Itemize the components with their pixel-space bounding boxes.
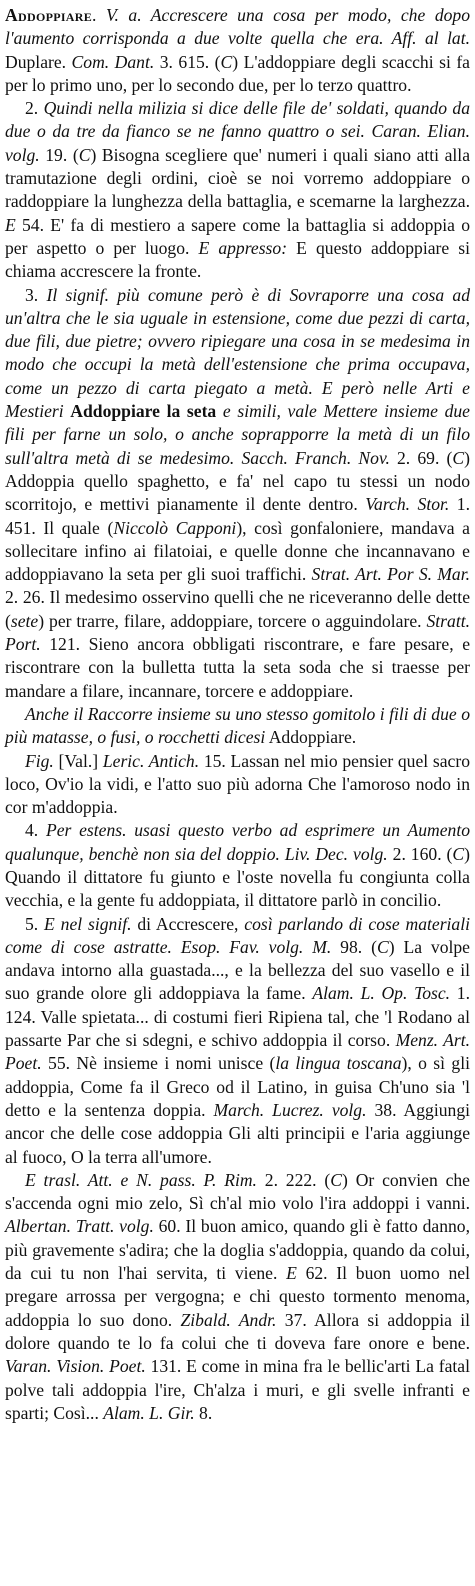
body-text: 38. Aggiungi ancor che delle cose addoppia Gli alti principii e l'aria aggiunge al fuoco, O la terra all'umore. bbox=[5, 1099, 470, 1167]
italic-text: la lingua toscana bbox=[275, 1053, 402, 1074]
body-text: ) Addoppia quello spaghetto, e fa' nel capo tu stessi un nodo scorritojo, e mettivi pianamente il dente dentro. bbox=[5, 447, 470, 515]
entry-paragraph bbox=[5, 4, 470, 97]
body-text: ), così gonfaloniere, mandava a sollecitare infino ai filatoiai, e quelle donne che incannavano e addoppiavano la seta per gli suoi traffichi. bbox=[5, 517, 470, 585]
body-text: 8. bbox=[194, 1402, 213, 1423]
body-text: 98. ( bbox=[331, 936, 377, 957]
body-text: ) Bisogna scegliere que' numeri i quali siano atti alla tramutazione degli ordini, cioè se noi vorremo addoppiare o raddoppiare la lunghezza della battaglia, e scemarne la larghezza. bbox=[5, 144, 471, 212]
entry-paragraph bbox=[5, 284, 470, 703]
body-text: . bbox=[92, 5, 106, 25]
body-text: ) per trarre, filare, addoppiare, torcere o agguindolare. bbox=[38, 610, 427, 631]
italic-text: Albertan. Tratt. volg. bbox=[5, 1216, 154, 1237]
body-text: [Val.] bbox=[53, 750, 103, 771]
body-text bbox=[216, 401, 223, 421]
italic-text: Strat. Art. Por S. Mar. bbox=[311, 564, 470, 585]
body-text: di Accrescere, bbox=[131, 913, 245, 934]
body-text: 121. Sieno ancora obbligati riscontrare, e fare pesare, e riscontrare con la bulletta tutta la seta soda che si traesse per mandare a filare, incannare, torcere e addoppiare. bbox=[5, 634, 470, 701]
italic-text: Menz. Art. Poet. bbox=[5, 1030, 470, 1074]
body-text: 1. 451. Il quale ( bbox=[5, 494, 471, 538]
body-text: ), o sì gli addoppia, Come fa il Greco od il Latino, in guisa Ch'uno sia 'l detto e la sentenza doppia. bbox=[5, 1053, 470, 1120]
italic-text: Alam. L. Gir. bbox=[103, 1402, 195, 1423]
italic-text: Anche il Raccorre insieme su uno stesso gomitolo i fili di due o più matasse, o fusi, o rocchetti dicesi bbox=[5, 703, 470, 748]
italic-text: sete bbox=[10, 610, 39, 631]
italic-text: E bbox=[5, 214, 16, 235]
body-text: ) L'addoppiare degli scacchi si fa per lo primo uno, per lo secondo due, per lo terzo quattro. bbox=[5, 51, 470, 95]
italic-text: C bbox=[452, 843, 465, 864]
body-text: 4. bbox=[25, 820, 46, 841]
italic-text: March. Lucrez. volg. bbox=[213, 1099, 367, 1120]
italic-text: C bbox=[78, 144, 91, 165]
italic-text: Niccolò Capponi bbox=[113, 517, 237, 538]
body-text: 2. 160. ( bbox=[387, 843, 453, 864]
italic-text: E trasl. Att. e N. pass. P. Rim. bbox=[25, 1169, 257, 1190]
italic-text: Com. Dant. bbox=[71, 51, 155, 72]
body-text: 3. bbox=[25, 284, 47, 305]
entry-paragraph bbox=[5, 703, 470, 750]
italic-text: Varan. Vision. Poet. bbox=[5, 1356, 146, 1377]
italic-text: Stratt. Port. bbox=[5, 610, 470, 655]
italic-text: E bbox=[286, 1263, 297, 1284]
italic-text: così parlando di cose materiali come di cose astratte. Esop. Fav. volg. M. bbox=[5, 913, 471, 957]
italic-text: Zibald. Andr. bbox=[180, 1309, 277, 1330]
italic-text: Alam. L. Op. Tosc. bbox=[312, 983, 451, 1004]
body-text: 2. 222. ( bbox=[256, 1169, 331, 1190]
body-text: 60. Il buon amico, quando gli è fatto danno, più gravemente s'adira; che la doglia s'addoppia, quando da colui, da cui tu non l'hai servita, ti viene. bbox=[5, 1216, 470, 1284]
body-text: Duplare. bbox=[5, 51, 72, 72]
italic-text: Il signif. più comune però è di Sovraporre una cosa ad un'altra che le sia uguale in estensione, come due pezzi di carta, due fili, due pietre; ovvero ripiegare una cosa in se medesima in modo che occupi la metà dell'estensione che prima occupava, come un pezzo di carta piegato a metà. E però nelle Arti e Mestieri bbox=[5, 284, 471, 422]
italic-text: Per estens. usasi questo verbo ad esprimere un Aumento qualunque, benchè non sia del doppio. Liv. Dec. volg. bbox=[5, 820, 470, 864]
italic-text: E appresso: bbox=[198, 237, 288, 258]
body-text: E questo addoppiare si chiama accrescere la fronte. bbox=[5, 237, 471, 282]
entry-paragraph bbox=[5, 913, 470, 1169]
body-text: 2. 69. ( bbox=[389, 447, 453, 468]
body-text: ) Quando il dittatore fu giunto e l'oste novella fu congiunta colla vecchia, e la gente fu addoppiata, il dittatore parlò in concilio. bbox=[5, 843, 470, 911]
body-text: 54. E' fa di mestiero a sapere come la battaglia si addoppia o per aspetto o per luogo. bbox=[5, 214, 470, 258]
body-text: 55. Nè insieme i nomi unisce ( bbox=[41, 1053, 276, 1074]
italic-text: V. a. Accrescere una cosa per modo, che dopo l'aumento corrisponda a due volte quella che era. Aff. al lat. bbox=[5, 5, 471, 49]
headword: Addoppiare bbox=[5, 5, 93, 25]
italic-text: C bbox=[330, 1169, 343, 1190]
body-text: 62. Il buon uomo nel pregare arrossa per vergogna; e chi questo tormento menoma, addoppia lo suo dono. bbox=[5, 1263, 470, 1330]
body-text: 131. E come in mina fra le bellic'arti La fatal polve tali addoppia l'ire, Ch'alza i muri, e gli svelle infranti e sparti; Così... bbox=[5, 1356, 470, 1423]
body-text: 2. 26. Il medesimo osservino quelli che ne riceveranno delle dette ( bbox=[5, 587, 470, 631]
italic-text: C bbox=[376, 936, 389, 957]
italic-text: E nel signif. bbox=[44, 913, 132, 934]
bold-phrase: Addoppiare la seta bbox=[70, 401, 217, 422]
entry-paragraph bbox=[5, 1169, 470, 1425]
italic-text: Quindi nella milizia si dice delle file de' soldati, quando da due o da tre da fianco se ne fanno quattro o sei. Caran. Elian. volg. bbox=[5, 98, 471, 165]
body-text: 1. 124. Valle spietata... di costumi fieri Ripiena tal, che 'l Rodano al passarte Par che si sdegni, e schivo addoppia il corso. bbox=[5, 983, 470, 1051]
body-text: 37. Allora si addoppia il dolore quando te lo fa colui che ti doveva fare onore e bene. bbox=[5, 1309, 470, 1353]
italic-text: e simili, vale Mettere insieme due fili per farne un solo, o anche soprapporre la metà di un filo sull'altra metà di se medesimo. Sacch. Franch. Nov. bbox=[5, 401, 470, 468]
body-text: 2. bbox=[25, 98, 44, 119]
body-text: 3. 615. ( bbox=[154, 51, 221, 72]
italic-text: Varch. Stor. bbox=[365, 494, 450, 515]
italic-text: Leric. Antich. bbox=[102, 750, 200, 771]
entry-paragraph bbox=[5, 97, 470, 283]
body-text: 15. Lassan nel mio pensier quel sacro loco, Ov'io la vidi, e l'atto suo più adorna Che l'amoroso nodo in cor m'addoppia. bbox=[5, 750, 471, 818]
dictionary-entry-addoppiare bbox=[5, 4, 470, 1425]
italic-text: C bbox=[452, 447, 465, 468]
body-text: ) Or convien che s'accenda ogni mio zelo, Sì ch'al mio volo l'ira addoppi i vanni. bbox=[5, 1169, 470, 1214]
entry-paragraph bbox=[5, 750, 470, 820]
entry-paragraph bbox=[5, 819, 470, 912]
italic-text: C bbox=[220, 51, 233, 72]
body-text: ) La volpe andava intorno alla guastada..., e la bellezza del suo vasello e il suo grande olore gli addoppiava la fame. bbox=[5, 936, 470, 1004]
italic-text: Fig. bbox=[25, 750, 54, 771]
body-text: 5. bbox=[25, 913, 45, 934]
body-text: 19. ( bbox=[39, 144, 79, 165]
body-text: Addoppiare. bbox=[265, 727, 357, 748]
